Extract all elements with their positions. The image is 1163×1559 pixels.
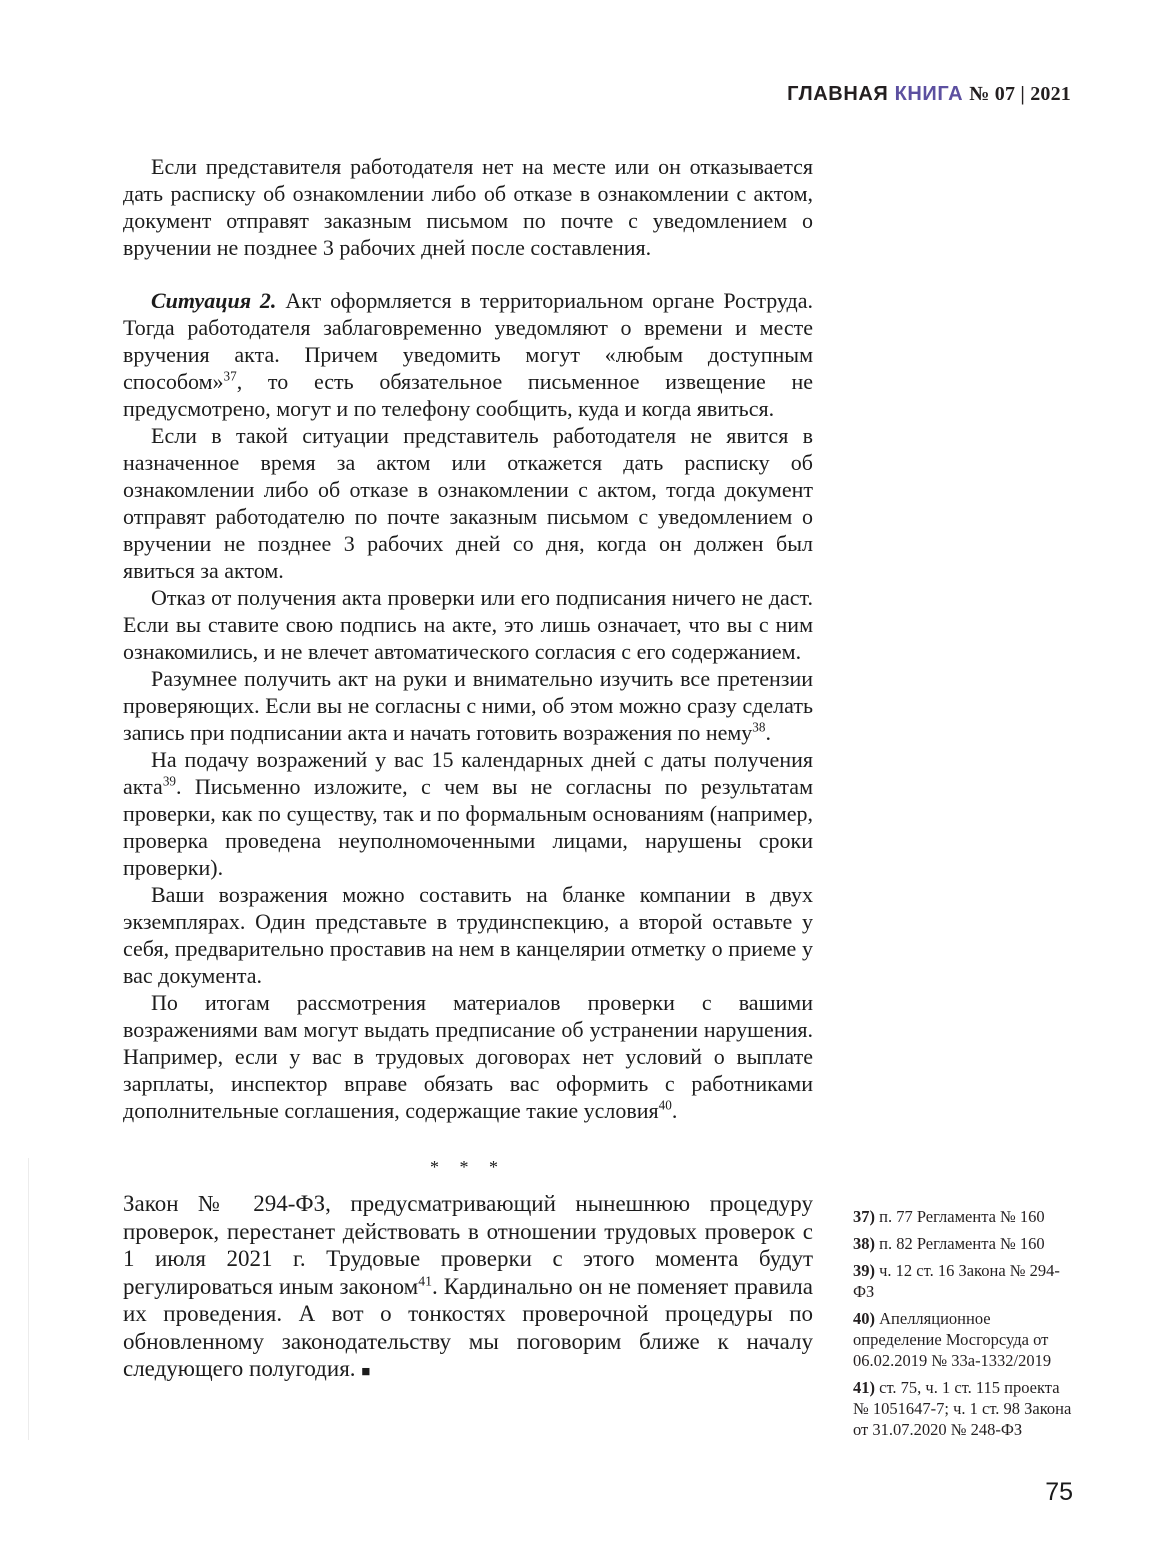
- footnote-text: Апелляционное определение Мосгорсуда от 06.02.2019 № 33а-1332/2019: [853, 1309, 1052, 1370]
- page-number: 75: [1045, 1478, 1073, 1506]
- paragraph-text: Отказ от получения акта проверки или его подписания ничего не даст. Если вы ставите свою подпись на акте, это лишь означает, что вы с ним ознакомились, и не влечет автоматического согласия с его содержанием.: [123, 585, 813, 664]
- page-edge-rule: [28, 1158, 29, 1440]
- footnote-number: 41): [853, 1378, 875, 1397]
- section-separator: * * *: [430, 1157, 506, 1177]
- paragraph-text: Акт оформляется в территориальном органе Роструда. Тогда работодателя заблаговременно уведомляют о времени и месте вручения акта. Причем уведомить могут «любым доступным способом»: [123, 288, 814, 394]
- end-of-article-mark: ■: [361, 1364, 371, 1380]
- paragraph-text: , то есть обязательное письменное извещение не предусмотрено, могут и по телефону сообщить, куда и когда явиться.: [123, 369, 813, 421]
- paragraph-objections-deadline: [123, 746, 813, 881]
- paragraph-text: На подачу возражений у вас 15 календарных дней с даты получения акта: [123, 747, 813, 799]
- footnote-text: п. 82 Регламента № 160: [879, 1234, 1045, 1253]
- footnote-ref-39: 39: [162, 773, 176, 789]
- paragraph-text: Ваши возражения можно составить на бланке компании в двух экземплярах. Один представьте в трудинспекцию, а второй оставьте у себя, предварительно проставив на нем в канцелярии отметку о приеме у вас документа.: [123, 882, 813, 988]
- paragraph-text: Если в такой ситуации представитель работодателя не явится в назначенное время за актом или откажется дать расписку об ознакомлении либо об отказе в ознакомлении с актом, тогда документ отправят работодателю по почте заказным письмом с уведомлением о вручении не позднее 3 рабочих дней со дня, когда он должен был явиться за актом.: [123, 423, 813, 583]
- paragraph-refusal: [123, 584, 813, 665]
- footnote-number: 37): [853, 1207, 875, 1226]
- paragraph-situation-2: [123, 287, 813, 422]
- paragraph-text: .: [765, 720, 771, 745]
- footnote-number: 40): [853, 1309, 875, 1328]
- paragraph-study-act: [123, 665, 813, 746]
- article-body: [123, 153, 813, 1387]
- footnote-number: 39): [853, 1261, 875, 1280]
- paragraph-text: . Письменно изложите, с чем вы не согласны по результатам проверки, как по существу, так и по формальным основаниям (например, проверка проведена неуполномоченными лицами, нарушены сроки проверки).: [123, 774, 813, 880]
- footnote-text: ч. 12 ст. 16 Закона № 294-ФЗ: [853, 1261, 1060, 1301]
- footnote-text: ст. 75, ч. 1 ст. 115 проекта № 1051647-7; ч. 1 ст. 98 Закона от 31.07.2020 № 248-ФЗ: [853, 1378, 1072, 1439]
- header-brand-first: ГЛАВНАЯ: [787, 83, 889, 105]
- header-issue-number: № 07 | 2021: [969, 83, 1071, 105]
- paragraph-no-show: [123, 422, 813, 584]
- paragraph-objections-form: [123, 881, 813, 989]
- paragraph-text: Если представителя работодателя нет на месте или он отказывается дать расписку об ознакомлении либо об отказе в ознакомлении с актом, документ отправят заказным письмом по почте с уведомлением о вручении не позднее 3 рабочих дней после составления.: [123, 154, 813, 260]
- footnote-ref-40: 40: [658, 1097, 672, 1113]
- paragraph-act-delivery: [123, 153, 813, 261]
- page-header: [787, 83, 1071, 106]
- paragraph-text: Разумнее получить акт на руки и внимательно изучить все претензии проверяющих. Если вы не согласны с ними, об этом можно сразу сделать запись при подписании акта и начать готовить возражения по нему: [123, 666, 813, 745]
- footnote-40: [853, 1308, 1077, 1371]
- paragraph-text: .: [671, 1098, 678, 1123]
- footnote-ref-37: 37: [223, 368, 237, 384]
- footnote-38: [853, 1233, 1077, 1254]
- footnote-39: [853, 1260, 1077, 1302]
- footnote-37: [853, 1206, 1077, 1227]
- paragraph-text: . Кардинально он не поменяет правила их проведения. А вот о тонкостях проверочной процедуры по обновленному законодательству мы поговорим ближе к началу следующего полугодия.: [123, 1273, 813, 1381]
- footnote-41: [853, 1377, 1077, 1440]
- footnote-text: п. 77 Регламента № 160: [879, 1207, 1045, 1226]
- paragraph-prescription: [123, 989, 813, 1124]
- paragraph-conclusion: [123, 1190, 813, 1387]
- situation-2-label: Ситуация 2.: [151, 288, 277, 313]
- footnote-ref-41: 41: [418, 1272, 432, 1288]
- footnote-ref-38: 38: [752, 719, 766, 735]
- header-brand-accent: КНИГА: [894, 83, 964, 105]
- footnotes-sidebar: [853, 1206, 1077, 1446]
- paragraph-text: Закон № 294-ФЗ, предусматривающий нынешнюю процедуру проверок, перестанет действовать в отношении трудовых проверок с 1 июля 2021 г. Трудовые проверки с этого момента будут регулироваться иным законом: [123, 1191, 813, 1299]
- paragraph-text: По итогам рассмотрения материалов проверки с вашими возражениями вам могут выдать предписание об устранении нарушения. Например, если у вас в трудовых договорах нет условий о выплате зарплаты, инспектор вправе обязать вас оформить с работниками дополнительные соглашения, содержащие такие условия: [123, 990, 813, 1123]
- footnote-number: 38): [853, 1234, 875, 1253]
